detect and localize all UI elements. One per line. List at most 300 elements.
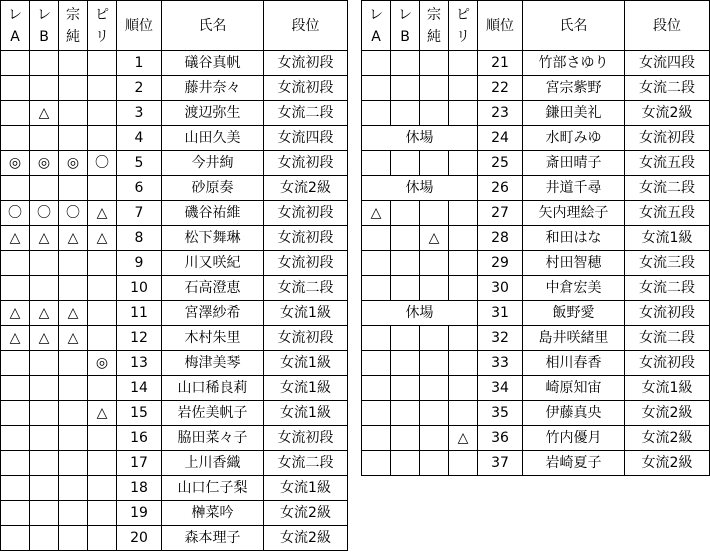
dan-cell: 女流1級 xyxy=(625,226,710,251)
rank-cell: 4 xyxy=(117,126,162,151)
table-row xyxy=(362,401,710,426)
header-soujun: 宗 純 xyxy=(59,1,88,51)
soujun-mark xyxy=(59,126,88,151)
table-row xyxy=(1,326,348,351)
re-a-mark xyxy=(1,76,30,101)
soujun-mark xyxy=(59,351,88,376)
piri-mark xyxy=(449,151,478,176)
re-b-mark xyxy=(391,51,420,76)
table-row xyxy=(1,51,348,76)
table-row xyxy=(1,426,348,451)
soujun-mark xyxy=(420,276,449,301)
name-cell: 山口仁子梨 xyxy=(162,476,264,501)
re-a-mark xyxy=(1,401,30,426)
soujun-mark xyxy=(59,426,88,451)
soujun-mark xyxy=(59,176,88,201)
re-a-mark xyxy=(1,351,30,376)
name-cell: 伊藤真央 xyxy=(523,401,625,426)
dan-cell: 女流二段 xyxy=(625,326,710,351)
re-b-mark xyxy=(30,76,59,101)
header-row xyxy=(362,1,710,51)
re-b-mark: 〇 xyxy=(30,201,59,226)
soujun-mark xyxy=(420,451,449,476)
piri-mark xyxy=(88,101,117,126)
soujun-mark xyxy=(59,251,88,276)
table-row xyxy=(362,51,710,76)
dan-cell: 女流1級 xyxy=(264,376,348,401)
re-b-mark xyxy=(391,76,420,101)
name-cell: 川又咲紀 xyxy=(162,251,264,276)
piri-mark xyxy=(449,451,478,476)
name-cell: 山口稀良莉 xyxy=(162,376,264,401)
dan-cell: 女流四段 xyxy=(264,126,348,151)
name-cell: 今井絢 xyxy=(162,151,264,176)
name-cell: 井道千尋 xyxy=(523,176,625,201)
re-b-mark: △ xyxy=(30,301,59,326)
soujun-mark xyxy=(420,151,449,176)
dan-cell: 女流二段 xyxy=(264,276,348,301)
re-b-mark xyxy=(391,226,420,251)
re-b-mark xyxy=(391,276,420,301)
name-cell: 宮澤紗希 xyxy=(162,301,264,326)
piri-mark: △ xyxy=(88,226,117,251)
dan-cell: 女流五段 xyxy=(625,201,710,226)
dan-cell: 女流五段 xyxy=(625,151,710,176)
re-a-mark: ◎ xyxy=(1,151,30,176)
header-re-a: レ A xyxy=(362,1,391,51)
soujun-mark xyxy=(59,501,88,526)
name-cell: 梅津美琴 xyxy=(162,351,264,376)
table-row xyxy=(1,126,348,151)
table-row xyxy=(362,276,710,301)
piri-mark xyxy=(88,301,117,326)
re-b-mark xyxy=(391,326,420,351)
rank-cell: 20 xyxy=(117,526,162,551)
re-b-mark xyxy=(30,276,59,301)
dan-cell: 女流初段 xyxy=(264,51,348,76)
name-cell: 上川香織 xyxy=(162,451,264,476)
rank-cell: 18 xyxy=(117,476,162,501)
dan-cell: 女流二段 xyxy=(264,101,348,126)
re-b-mark xyxy=(391,451,420,476)
re-b-mark: ◎ xyxy=(30,151,59,176)
soujun-mark xyxy=(420,101,449,126)
re-a-mark: 〇 xyxy=(1,201,30,226)
dan-cell: 女流二段 xyxy=(264,451,348,476)
piri-mark xyxy=(88,476,117,501)
soujun-mark: △ xyxy=(59,226,88,251)
piri-mark xyxy=(449,101,478,126)
re-b-mark xyxy=(30,351,59,376)
piri-mark xyxy=(88,501,117,526)
soujun-mark xyxy=(59,401,88,426)
soujun-mark xyxy=(420,426,449,451)
header-piri: ピ リ xyxy=(88,1,117,51)
header-name: 氏名 xyxy=(523,1,625,51)
re-b-mark: △ xyxy=(30,326,59,351)
name-cell: 村田智穂 xyxy=(523,251,625,276)
rank-cell: 35 xyxy=(478,401,523,426)
rank-cell: 22 xyxy=(478,76,523,101)
rank-cell: 13 xyxy=(117,351,162,376)
soujun-mark xyxy=(420,76,449,101)
ranking-table-right xyxy=(361,0,710,476)
name-cell: 竹部さゆり xyxy=(523,51,625,76)
piri-mark: △ xyxy=(449,426,478,451)
piri-mark xyxy=(449,76,478,101)
soujun-mark: 〇 xyxy=(59,201,88,226)
dan-cell: 女流初段 xyxy=(625,301,710,326)
rank-cell: 6 xyxy=(117,176,162,201)
piri-mark xyxy=(449,226,478,251)
name-cell: 宮宗紫野 xyxy=(523,76,625,101)
name-cell: 島井咲緒里 xyxy=(523,326,625,351)
re-a-mark xyxy=(1,251,30,276)
name-cell: 榊菜吟 xyxy=(162,501,264,526)
piri-mark xyxy=(88,526,117,551)
re-a-mark xyxy=(1,376,30,401)
table-row xyxy=(362,451,710,476)
re-b-mark xyxy=(30,251,59,276)
re-a-mark xyxy=(362,226,391,251)
table-row xyxy=(362,151,710,176)
re-a-mark xyxy=(362,351,391,376)
soujun-mark xyxy=(59,476,88,501)
rank-cell: 29 xyxy=(478,251,523,276)
rank-cell: 17 xyxy=(117,451,162,476)
re-b-mark xyxy=(30,401,59,426)
dan-cell: 女流2級 xyxy=(625,101,710,126)
table-row xyxy=(362,351,710,376)
rank-cell: 23 xyxy=(478,101,523,126)
soujun-mark xyxy=(420,376,449,401)
rank-cell: 27 xyxy=(478,201,523,226)
rank-cell: 26 xyxy=(478,176,523,201)
re-a-mark xyxy=(362,376,391,401)
rank-cell: 19 xyxy=(117,501,162,526)
re-a-mark xyxy=(362,326,391,351)
piri-mark xyxy=(88,426,117,451)
dan-cell: 女流2級 xyxy=(625,451,710,476)
soujun-mark: ◎ xyxy=(59,151,88,176)
rank-cell: 5 xyxy=(117,151,162,176)
piri-mark: △ xyxy=(88,401,117,426)
table-body-right xyxy=(362,51,710,476)
table-row xyxy=(362,101,710,126)
re-a-mark xyxy=(362,101,391,126)
rank-cell: 8 xyxy=(117,226,162,251)
re-b-mark xyxy=(30,126,59,151)
piri-mark xyxy=(449,326,478,351)
re-b-mark xyxy=(391,426,420,451)
piri-mark: 〇 xyxy=(88,151,117,176)
name-cell: 森本理子 xyxy=(162,526,264,551)
re-a-mark xyxy=(362,76,391,101)
table-row xyxy=(1,176,348,201)
re-b-mark xyxy=(30,476,59,501)
name-cell: 相川春香 xyxy=(523,351,625,376)
table-row xyxy=(362,126,710,151)
soujun-mark xyxy=(59,51,88,76)
name-cell: 石高澄恵 xyxy=(162,276,264,301)
re-a-mark xyxy=(362,51,391,76)
piri-mark: △ xyxy=(88,201,117,226)
name-cell: 崎原知宙 xyxy=(523,376,625,401)
piri-mark xyxy=(449,401,478,426)
dan-cell: 女流初段 xyxy=(625,126,710,151)
re-b-mark xyxy=(30,526,59,551)
rank-cell: 37 xyxy=(478,451,523,476)
rank-cell: 7 xyxy=(117,201,162,226)
name-cell: 竹内優月 xyxy=(523,426,625,451)
table-row xyxy=(362,426,710,451)
re-b-mark xyxy=(391,151,420,176)
table-row xyxy=(362,176,710,201)
table-row xyxy=(1,301,348,326)
table-row xyxy=(1,201,348,226)
re-b-mark xyxy=(30,451,59,476)
re-a-mark xyxy=(1,101,30,126)
rank-cell: 16 xyxy=(117,426,162,451)
re-a-mark xyxy=(1,426,30,451)
rank-cell: 30 xyxy=(478,276,523,301)
soujun-mark xyxy=(59,451,88,476)
piri-mark xyxy=(88,176,117,201)
name-cell: 山田久美 xyxy=(162,126,264,151)
re-b-mark xyxy=(30,51,59,76)
re-a-mark xyxy=(362,426,391,451)
dan-cell: 女流初段 xyxy=(264,151,348,176)
dan-cell: 女流2級 xyxy=(264,176,348,201)
table-row xyxy=(362,301,710,326)
name-cell: 和田はな xyxy=(523,226,625,251)
table-row xyxy=(1,376,348,401)
name-cell: 斎田晴子 xyxy=(523,151,625,176)
dan-cell: 女流初段 xyxy=(264,76,348,101)
table-row xyxy=(1,401,348,426)
dan-cell: 女流1級 xyxy=(264,351,348,376)
re-b-mark xyxy=(391,201,420,226)
table-row xyxy=(362,76,710,101)
soujun-mark xyxy=(59,76,88,101)
piri-mark xyxy=(88,376,117,401)
table-row xyxy=(362,226,710,251)
name-cell: 渡辺弥生 xyxy=(162,101,264,126)
name-cell: 木村朱里 xyxy=(162,326,264,351)
header-re-b: レ B xyxy=(30,1,59,51)
table-row xyxy=(362,326,710,351)
re-a-mark xyxy=(1,276,30,301)
rank-cell: 25 xyxy=(478,151,523,176)
piri-mark xyxy=(449,351,478,376)
re-a-mark: △ xyxy=(1,301,30,326)
soujun-mark: △ xyxy=(59,326,88,351)
dan-cell: 女流1級 xyxy=(264,476,348,501)
re-a-mark xyxy=(1,526,30,551)
piri-mark xyxy=(88,326,117,351)
rank-cell: 1 xyxy=(117,51,162,76)
table-row xyxy=(1,501,348,526)
dan-cell: 女流1級 xyxy=(264,301,348,326)
soujun-mark xyxy=(59,526,88,551)
piri-mark xyxy=(449,251,478,276)
soujun-mark xyxy=(420,201,449,226)
rank-cell: 3 xyxy=(117,101,162,126)
dan-cell: 女流2級 xyxy=(625,426,710,451)
name-cell: 水町みゆ xyxy=(523,126,625,151)
re-a-mark: △ xyxy=(362,201,391,226)
table-row xyxy=(1,476,348,501)
piri-mark xyxy=(449,201,478,226)
absence-cell: 休場 xyxy=(362,176,478,201)
piri-mark xyxy=(449,51,478,76)
re-b-mark: △ xyxy=(30,101,59,126)
dan-cell: 女流2級 xyxy=(264,501,348,526)
table-row xyxy=(1,451,348,476)
re-b-mark xyxy=(30,501,59,526)
header-soujun: 宗 純 xyxy=(420,1,449,51)
rank-cell: 12 xyxy=(117,326,162,351)
re-b-mark xyxy=(391,351,420,376)
rank-cell: 24 xyxy=(478,126,523,151)
header-re-a: レ A xyxy=(1,1,30,51)
dan-cell: 女流初段 xyxy=(264,251,348,276)
re-b-mark xyxy=(391,401,420,426)
rank-cell: 31 xyxy=(478,301,523,326)
piri-mark xyxy=(88,251,117,276)
soujun-mark xyxy=(420,401,449,426)
table-row xyxy=(1,76,348,101)
soujun-mark xyxy=(59,101,88,126)
rank-cell: 15 xyxy=(117,401,162,426)
piri-mark xyxy=(88,51,117,76)
rank-cell: 11 xyxy=(117,301,162,326)
header-rank: 順位 xyxy=(478,1,523,51)
table-row xyxy=(1,526,348,551)
absence-cell: 休場 xyxy=(362,301,478,326)
name-cell: 磯谷祐維 xyxy=(162,201,264,226)
dan-cell: 女流1級 xyxy=(625,376,710,401)
re-a-mark xyxy=(362,401,391,426)
rank-cell: 10 xyxy=(117,276,162,301)
piri-mark xyxy=(88,276,117,301)
table-row xyxy=(1,251,348,276)
re-a-mark xyxy=(1,176,30,201)
re-b-mark xyxy=(391,376,420,401)
dan-cell: 女流二段 xyxy=(625,276,710,301)
re-a-mark xyxy=(1,451,30,476)
header-rank: 順位 xyxy=(117,1,162,51)
re-a-mark xyxy=(1,51,30,76)
rank-cell: 33 xyxy=(478,351,523,376)
re-a-mark xyxy=(1,126,30,151)
re-a-mark xyxy=(362,451,391,476)
piri-mark xyxy=(449,376,478,401)
name-cell: 松下舞琳 xyxy=(162,226,264,251)
rank-cell: 2 xyxy=(117,76,162,101)
dan-cell: 女流1級 xyxy=(264,401,348,426)
re-b-mark xyxy=(30,426,59,451)
header-row xyxy=(1,1,348,51)
header-piri: ピ リ xyxy=(449,1,478,51)
dan-cell: 女流2級 xyxy=(625,401,710,426)
soujun-mark xyxy=(59,376,88,401)
soujun-mark xyxy=(420,251,449,276)
piri-mark xyxy=(449,276,478,301)
name-cell: 岩佐美帆子 xyxy=(162,401,264,426)
piri-mark xyxy=(88,76,117,101)
table-row xyxy=(362,376,710,401)
table-row xyxy=(1,226,348,251)
name-cell: 矢内理絵子 xyxy=(523,201,625,226)
rank-cell: 36 xyxy=(478,426,523,451)
soujun-mark: △ xyxy=(420,226,449,251)
dan-cell: 女流初段 xyxy=(625,351,710,376)
name-cell: 岩崎夏子 xyxy=(523,451,625,476)
name-cell: 鎌田美礼 xyxy=(523,101,625,126)
re-a-mark xyxy=(1,476,30,501)
piri-mark xyxy=(88,126,117,151)
re-a-mark: △ xyxy=(1,226,30,251)
name-cell: 砂原奏 xyxy=(162,176,264,201)
soujun-mark xyxy=(420,51,449,76)
rank-cell: 14 xyxy=(117,376,162,401)
re-a-mark: △ xyxy=(1,326,30,351)
dan-cell: 女流初段 xyxy=(264,426,348,451)
rank-cell: 21 xyxy=(478,51,523,76)
rank-cell: 28 xyxy=(478,226,523,251)
re-a-mark xyxy=(362,251,391,276)
dan-cell: 女流二段 xyxy=(625,176,710,201)
re-a-mark xyxy=(362,151,391,176)
header-dan: 段位 xyxy=(625,1,710,51)
header-name: 氏名 xyxy=(162,1,264,51)
rank-cell: 34 xyxy=(478,376,523,401)
piri-mark xyxy=(88,451,117,476)
rank-cell: 9 xyxy=(117,251,162,276)
table-row xyxy=(362,251,710,276)
dan-cell: 女流二段 xyxy=(625,76,710,101)
dan-cell: 女流三段 xyxy=(625,251,710,276)
table-row xyxy=(1,151,348,176)
table-row xyxy=(1,351,348,376)
name-cell: 脇田菜々子 xyxy=(162,426,264,451)
name-cell: 中倉宏美 xyxy=(523,276,625,301)
header-re-b: レ B xyxy=(391,1,420,51)
re-b-mark xyxy=(391,251,420,276)
soujun-mark xyxy=(59,276,88,301)
header-dan: 段位 xyxy=(264,1,348,51)
name-cell: 飯野愛 xyxy=(523,301,625,326)
re-a-mark xyxy=(1,501,30,526)
table-row xyxy=(1,101,348,126)
re-b-mark: △ xyxy=(30,226,59,251)
re-a-mark xyxy=(362,276,391,301)
table-row xyxy=(362,201,710,226)
re-b-mark xyxy=(30,376,59,401)
re-b-mark xyxy=(30,176,59,201)
piri-mark: ◎ xyxy=(88,351,117,376)
table-row xyxy=(1,276,348,301)
dan-cell: 女流初段 xyxy=(264,326,348,351)
soujun-mark: △ xyxy=(59,301,88,326)
ranking-table-left xyxy=(0,0,348,551)
rank-cell: 32 xyxy=(478,326,523,351)
dan-cell: 女流四段 xyxy=(625,51,710,76)
soujun-mark xyxy=(420,351,449,376)
soujun-mark xyxy=(420,326,449,351)
dan-cell: 女流初段 xyxy=(264,201,348,226)
